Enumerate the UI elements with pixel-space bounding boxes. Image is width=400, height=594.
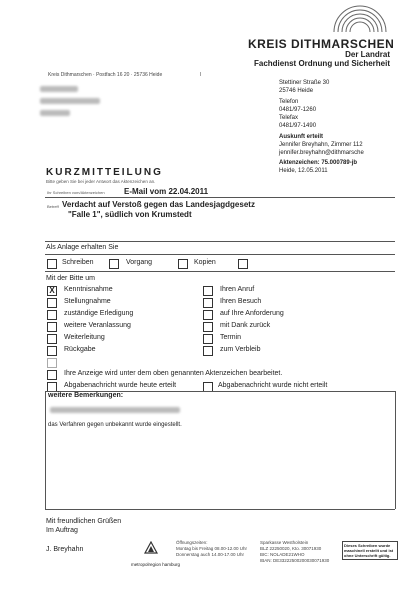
checkbox-weitere-veranlassung[interactable] (47, 322, 57, 332)
sender-line: Kreis Dithmarschen · Postfach 16 20 · 25736 Heide (48, 72, 163, 78)
divider (45, 197, 395, 198)
subject-line2: "Falle 1", südlich von Krumstedt (68, 210, 192, 219)
anlage-kopien-label: Kopien (194, 259, 216, 266)
bitte-left-label: Rückgabe (64, 346, 96, 353)
metro-label: metropolregion hamburg (131, 562, 181, 567)
bank-name: Sparkasse Westholstein (260, 540, 309, 545)
remarks-left-border (45, 391, 46, 509)
checkbox-empty-row[interactable] (47, 358, 57, 368)
remarks-heading: weitere Bemerkungen: (48, 392, 124, 399)
checkbox-ihren-besuch[interactable] (203, 298, 213, 308)
reference-label: Ihr Schreiben vom/Aktenzeichen (47, 190, 105, 195)
email: jennifer.breyhahn@dithmarsche (279, 150, 364, 156)
telefax-label: Telefax (279, 115, 299, 121)
checkbox-verbleib[interactable] (203, 346, 213, 356)
subject-line1: Verdacht auf Verstoß gegen das Landesjagdgesetz (62, 200, 255, 209)
department: Fachdienst Ordnung und Sicherheit (253, 59, 390, 68)
abgabe-nicht-erteilt-label: Abgabenachricht wurde nicht erteilt (218, 382, 328, 389)
date: Heide, 12.05.2011 (279, 168, 328, 174)
bitte-right-label: Ihren Besuch (220, 298, 262, 305)
bitte-right-label: Termin (220, 334, 242, 341)
bitte-right-label: Ihren Anruf (220, 286, 255, 293)
telefon: 0481/97-1260 (279, 107, 317, 113)
auftrag: Im Auftrag (46, 527, 78, 534)
bitte-left-label: weitere Veranlassung (64, 322, 131, 329)
metropolregion-logo-icon (144, 541, 158, 555)
signature-name: J. Breyhahn (46, 546, 84, 553)
checkbox-anzeige[interactable] (47, 370, 57, 380)
hours-2: Donnerstag auch 14.00-17.00 Uhr (176, 552, 245, 557)
aktenzeichen: Aktenzeichen: 75.000789-jb (279, 160, 358, 166)
remarks-text: das Verfahren gegen unbekannt wurde eingestellt. (48, 422, 182, 428)
checkbox-kenntnisnahme[interactable]: X (47, 286, 57, 296)
auskunft-name: Jennifer Breyhahn, Zimmer 112 (279, 142, 363, 148)
anlage-heading: Als Anlage erhalten Sie (46, 244, 119, 251)
telefax: 0481/97-1490 (279, 123, 317, 129)
bank-details (260, 540, 329, 564)
checkbox-anlage-vorgang[interactable] (109, 259, 119, 269)
bitte-right-label: zum Verbleib (220, 346, 261, 353)
subject-label: Betreff (47, 204, 59, 209)
hours-1: Montag bis Freitag 08.00-12.00 Uhr (176, 546, 248, 551)
checkbox-ihren-anruf[interactable] (203, 286, 213, 296)
checkbox-dank-zurueck[interactable] (203, 322, 213, 332)
bank-blz: BLZ 22250020, Kto. 30071930 (260, 546, 322, 551)
checkbox-stellungnahme[interactable] (47, 298, 57, 308)
der-landrat: Der Landrat (345, 50, 390, 59)
bitte-right-label: auf Ihre Anforderung (220, 310, 284, 317)
checkbox-anlage-extra[interactable] (238, 259, 248, 269)
anzeige-label: Ihre Anzeige wird unter dem oben genannten Aktenzeichen bearbeitet. (64, 370, 283, 377)
greeting: Mit freundlichen Grüßen (46, 518, 122, 525)
contact-block (279, 79, 364, 175)
checkbox-anlage-kopien[interactable] (178, 259, 188, 269)
redacted-address-line (40, 86, 78, 92)
street: Stettiner Straße 30 (279, 80, 330, 86)
anlage-schreiben-label: Schreiben (62, 259, 94, 266)
divider (45, 254, 395, 255)
hours-label: Öffnungszeiten: (176, 540, 208, 545)
bitte-left-label: Stellungnahme (64, 298, 111, 305)
city: 25746 Heide (279, 88, 314, 94)
form-title: KURZMITTEILUNG (46, 167, 163, 178)
anlage-vorgang-label: Vorgang (126, 259, 153, 266)
redacted-address-line (40, 98, 100, 104)
abgabe-erteilt-label: Abgabenachricht wurde heute erteilt (64, 382, 177, 389)
checkbox-zustaendige-erledigung[interactable] (47, 310, 57, 320)
auskunft-label: Auskunft erteilt (279, 134, 324, 140)
remarks-bottom-border (45, 509, 395, 510)
org-name: KREIS DITHMARSCHEN (248, 37, 395, 51)
checkbox-rueckgabe[interactable] (47, 346, 57, 356)
opening-hours (176, 540, 247, 558)
bitte-left-label: zuständige Erledigung (64, 310, 134, 317)
bitte-left-label: Kenntnisnahme (64, 286, 113, 293)
divider (45, 271, 395, 272)
bank-bic: BIC: NOLADE21WHO (260, 552, 305, 557)
bank-iban: IBAN: DE33222500200030071930 (260, 558, 330, 563)
checkbox-weiterleitung[interactable] (47, 334, 57, 344)
form-hint: Bitte geben Sie bei jeder Antwort das Aktenzeichen an. (46, 179, 156, 184)
machine-notice: Dieses Schreiben wurde maschinell erstellt und ist ohne Unterschrift gültig. (342, 541, 398, 560)
reference-value: E-Mail vom 22.04.2011 (124, 187, 209, 196)
remarks-right-border (395, 391, 396, 509)
bitte-heading: Mit der Bitte um (46, 275, 96, 282)
checkbox-termin[interactable] (203, 334, 213, 344)
divider (45, 241, 395, 242)
bitte-right-label: mit Dank zurück (220, 322, 271, 329)
telefon-label: Telefon (279, 99, 299, 105)
redacted-remark (50, 407, 180, 413)
logo-arcs-icon (330, 2, 390, 34)
checkbox-anforderung[interactable] (203, 310, 213, 320)
bitte-left-label: Weiterleitung (64, 334, 105, 341)
checkbox-anlage-schreiben[interactable] (47, 259, 57, 269)
sender-mark: I (200, 72, 202, 78)
redacted-address-line (40, 110, 70, 116)
